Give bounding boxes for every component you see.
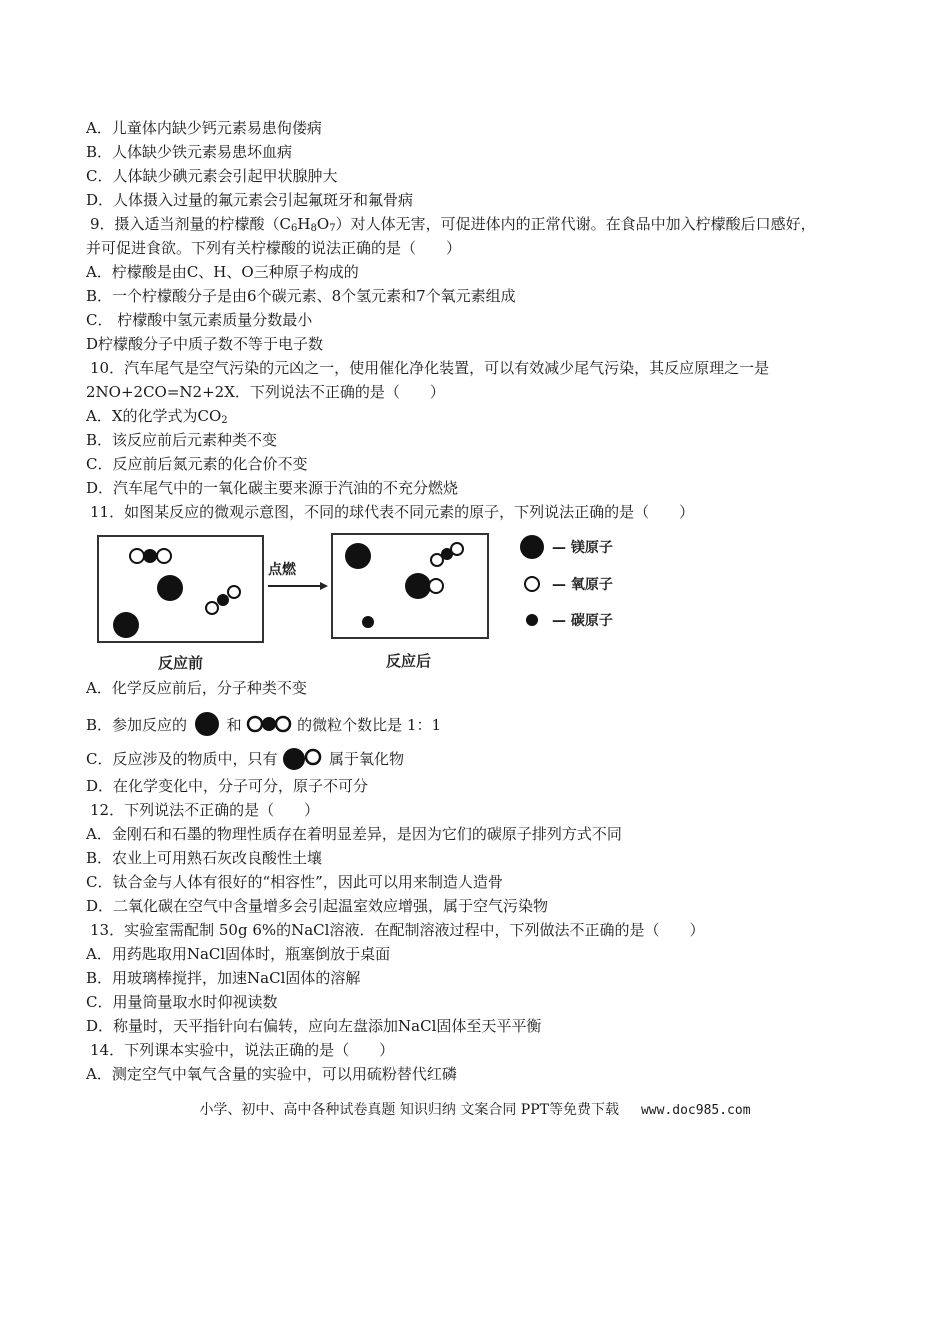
q8-option-c: C．人体缺少碘元素会引起甲状腺肿大: [86, 167, 338, 185]
q9-option-d: D柠檬酸分子中质子数不等于电子数: [86, 335, 324, 353]
page-footer: [0, 1100, 950, 1121]
legend-mg-icon: [520, 535, 544, 559]
c-atom: [362, 616, 374, 628]
q9-option-b: B．一个柠檬酸分子是由6个碳元素、8个氢元素和7个氧元素组成: [86, 287, 516, 305]
q14-option-a: A．测定空气中氧气含量的实验中，可以用硫粉替代红磷: [86, 1065, 457, 1083]
q13-stem: 13．实验室需配制 50g 6%的NaCl溶液．在配制溶液过程中，下列做法不正确的是（ ）: [90, 921, 705, 939]
q11-option-d: D．在化学变化中，分子可分，原子不可分: [86, 777, 369, 795]
q10-option-b: B．该反应前后元素种类不变: [86, 431, 278, 449]
q11-option-c: C．反应涉及的物质中，只有 属于氧化物: [86, 746, 404, 773]
q11-option-b: B．参加反应的 和 的微粒个数比是 1：1: [86, 708, 441, 742]
q13-option-b: B．用玻璃棒搅拌，加速NaCl固体的溶解: [86, 969, 361, 987]
q12-option-d: D．二氧化碳在空气中含量增多会引起温室效应增强，属于空气污染物: [86, 897, 549, 915]
o-atom: [429, 579, 443, 593]
o-atom: [451, 543, 463, 555]
mgo-molecule-icon: [282, 747, 324, 773]
q12-option-b: B．农业上可用熟石灰改良酸性土壤: [86, 849, 323, 867]
legend-c-icon: [526, 614, 538, 626]
q12-option-c: C．钛合金与人体有很好的“相容性”，因此可以用来制造人造骨: [86, 873, 503, 891]
legend-o: — 氧原子: [552, 577, 613, 593]
legend-c: — 碳原子: [552, 613, 613, 629]
c-atom: [143, 549, 157, 563]
footer-url[interactable]: www.doc985.com: [640, 1103, 751, 1118]
q8-option-a: A．儿童体内缺少钙元素易患佝偻病: [86, 119, 322, 137]
q12-option-a: A．金刚石和石墨的物理性质存在着明显差异，是因为它们的碳原子排列方式不同: [86, 825, 622, 843]
before-label: 反应前: [158, 654, 204, 672]
q9-stem-line2: 并可促进食欲。下列有关柠檬酸的说法正确的是（ ）: [86, 239, 462, 257]
q10-option-c: C．反应前后氮元素的化合价不变: [86, 455, 308, 473]
q9-option-c: C． 柠檬酸中氢元素质量分数最小: [86, 311, 313, 329]
q10-option-d: D．汽车尾气中的一氧化碳主要来源于汽油的不充分燃烧: [86, 479, 459, 497]
q8-option-b: B．人体缺少铁元素易患坏血病: [86, 143, 293, 161]
q10-option-a: A．X的化学式为$CO_2$: [86, 407, 228, 426]
q9-stem-line1: 9．摄入适当剂量的柠檬酸$(C_6H_8O_7)$对人体无害，可促进体内的正常代谢。在食品中加入柠檬酸后口感好，: [90, 215, 816, 234]
q9-option-a: A．柠檬酸是由C、H、O三种原子构成的: [86, 263, 359, 281]
mg-atom: [405, 573, 431, 599]
o-atom: [228, 586, 240, 598]
q10-stem-line2: 2NO+2CO=N2+2X．下列说法不正确的是（ ）: [86, 383, 445, 401]
arrow-label: 点燃: [268, 562, 296, 578]
q10-stem-line1: 10．汽车尾气是空气污染的元凶之一，使用催化净化装置，可以有效减少尾气污染，其反应原理之一是: [90, 359, 770, 377]
legend-mg: — 镁原子: [552, 540, 613, 556]
q12-stem: 12．下列说法不正确的是（ ）: [90, 801, 320, 819]
c-atom: [217, 594, 229, 606]
mg-atom: [345, 543, 371, 569]
after-label: 反应后: [386, 652, 432, 670]
legend-o-icon: [525, 577, 539, 591]
q13-option-c: C．用量筒量取水时仰视读数: [86, 993, 278, 1011]
o-atom: [157, 549, 171, 563]
q13-option-d: D．称量时，天平指针向右偏转，应向左盘添加NaCl固体至天平平衡: [86, 1017, 542, 1035]
co2-molecule-icon: [246, 715, 292, 737]
mg-atom-icon: [192, 711, 222, 741]
footer-text: 小学、初中、高中各种试卷真题 知识归纳 文案合同 PPT等免费下载: [199, 1102, 619, 1118]
o-atom: [431, 554, 443, 566]
q13-option-a: A．用药匙取用NaCl固体时，瓶塞倒放于桌面: [86, 945, 391, 963]
q11-stem: 11．如图某反应的微观示意图，不同的球代表不同元素的原子，下列说法正确的是（ ）: [90, 503, 695, 521]
mg-atom: [113, 612, 139, 638]
mg-atom: [157, 575, 183, 601]
q8-option-d: D．人体摄入过量的氟元素会引起氟斑牙和氟骨病: [86, 191, 414, 209]
q11-option-a: A．化学反应前后，分子种类不变: [86, 679, 307, 697]
reaction-diagram: [92, 528, 652, 674]
q14-stem: 14．下列课本实验中，说法正确的是（ ）: [90, 1041, 395, 1059]
o-atom: [206, 602, 218, 614]
o-atom: [130, 549, 144, 563]
